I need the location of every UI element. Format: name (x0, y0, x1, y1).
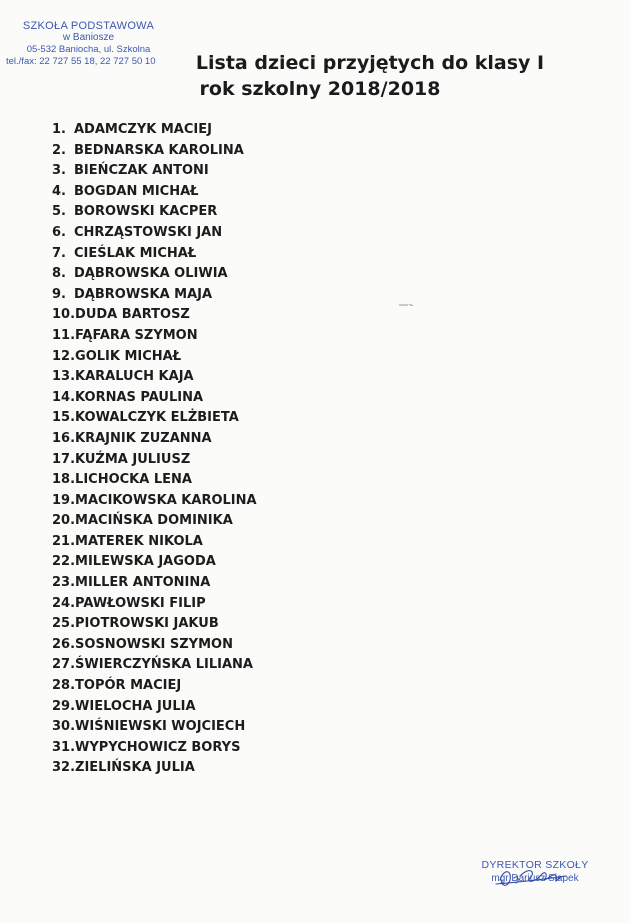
student-name: DĄBROWSKA OLIWIA (74, 266, 228, 282)
student-number: 7. (52, 245, 66, 261)
student-list-item (52, 552, 257, 573)
student-number: 29. (52, 698, 76, 714)
student-list-item (52, 758, 257, 779)
director-name: mgr Dariusz Słapek (491, 873, 579, 884)
student-list-item (52, 347, 257, 368)
student-list-item (52, 161, 257, 182)
student-name: CIEŚLAK MICHAŁ (74, 245, 197, 261)
paper-speck (398, 303, 414, 307)
student-name: WYPYCHOWICZ BORYS (75, 739, 241, 755)
student-number: 11. (52, 327, 76, 343)
student-list-item (52, 326, 257, 347)
student-name: PAWŁOWSKI FILIP (75, 595, 206, 611)
title-line-1: Lista dzieci przyjętych do klasy I (195, 52, 545, 74)
student-list-item (52, 120, 257, 141)
director-title: DYREKTOR SZKOŁY (481, 859, 589, 871)
student-name: MILLER ANTONINA (75, 575, 211, 591)
student-name: BIEŃCZAK ANTONI (74, 163, 209, 179)
student-number: 24. (52, 595, 76, 611)
student-number: 2. (52, 142, 66, 158)
student-list-item (52, 202, 257, 223)
student-number: 32. (52, 760, 76, 776)
student-list-item (52, 738, 257, 759)
student-number: 6. (52, 224, 66, 240)
director-signature (490, 858, 570, 898)
student-list-item (52, 532, 257, 553)
student-list-item (52, 511, 257, 532)
student-name: KORNAS PAULINA (75, 389, 204, 405)
stamp-location: w Baniosze (62, 32, 115, 43)
student-number: 25. (52, 616, 76, 632)
student-list-item (52, 429, 257, 450)
student-number: 17. (52, 451, 76, 467)
student-list (52, 120, 257, 779)
student-number: 8. (52, 266, 66, 282)
student-list-item (52, 450, 257, 471)
student-name: GOLIK MICHAŁ (75, 348, 182, 364)
student-list-item (52, 141, 257, 162)
stamp-phone: tel./fax: 22 727 55 18, 22 727 50 10 (6, 56, 156, 67)
student-name: BOGDAN MICHAŁ (74, 183, 199, 199)
student-list-item (52, 470, 257, 491)
student-name: WIŚNIEWSKI WOJCIECH (75, 719, 246, 735)
student-list-item (52, 717, 257, 738)
student-name: TOPÓR MACIEJ (75, 678, 182, 694)
student-number: 19. (52, 492, 76, 508)
student-number: 13. (52, 369, 76, 385)
student-number: 14. (52, 389, 76, 405)
student-list-item (52, 367, 257, 388)
student-name: LICHOCKA LENA (75, 472, 192, 488)
student-number: 23. (52, 575, 76, 591)
student-list-item (52, 244, 257, 265)
student-name: KARALUCH KAJA (75, 369, 194, 385)
stamp-address: 05-532 Baniocha, ul. Szkolna (26, 44, 151, 55)
student-list-item (52, 635, 257, 656)
student-name: KRAJNIK ZUZANNA (75, 430, 212, 446)
student-number: 20. (52, 513, 76, 529)
student-name: CHRZĄSTOWSKI JAN (74, 224, 223, 240)
student-number: 31. (52, 739, 76, 755)
student-name: BEDNARSKA KAROLINA (74, 142, 244, 158)
student-name: ADAMCZYK MACIEJ (74, 122, 212, 137)
stamp-school-name: SZKOŁA PODSTAWOWA (22, 20, 155, 32)
document-title (0, 50, 630, 102)
student-name: KUŹMA JULIUSZ (75, 451, 191, 467)
student-number: 9. (52, 286, 66, 302)
student-name: ZIELIŃSKA JULIA (75, 760, 195, 776)
student-list-item (52, 697, 257, 718)
student-number: 3. (52, 163, 66, 179)
student-name: ŚWIERCZYŃSKA LILIANA (75, 657, 253, 673)
student-number: 30. (52, 719, 76, 735)
student-name: DUDA BARTOSZ (75, 307, 190, 323)
student-number: 4. (52, 183, 66, 199)
student-list-item (52, 491, 257, 512)
student-name: PIOTROWSKI JAKUB (75, 616, 219, 632)
student-list-item (52, 573, 257, 594)
student-name: MACIKOWSKA KAROLINA (75, 492, 257, 508)
student-list-item (52, 285, 257, 306)
student-name: MILEWSKA JAGODA (75, 554, 216, 570)
student-number: 1. (52, 122, 66, 137)
student-number: 12. (52, 348, 76, 364)
student-list-item (52, 182, 257, 203)
student-name: KOWALCZYK ELŻBIETA (75, 410, 239, 426)
student-number: 5. (52, 204, 66, 220)
student-name: MACIŃSKA DOMINIKA (75, 513, 233, 529)
title-line-2: rok szkolny 2018/2018 (199, 78, 441, 100)
student-number: 28. (52, 678, 76, 694)
student-number: 15. (52, 410, 76, 426)
student-list-item (52, 676, 257, 697)
student-number: 27. (52, 657, 76, 673)
student-list-item (52, 594, 257, 615)
student-list-item (52, 408, 257, 429)
student-name: FĄFARA SZYMON (75, 327, 198, 343)
student-number: 10. (52, 307, 76, 323)
student-name: MATEREK NIKOLA (75, 533, 203, 549)
student-number: 22. (52, 554, 76, 570)
student-name: DĄBROWSKA MAJA (74, 286, 213, 302)
student-list-item (52, 614, 257, 635)
student-number: 18. (52, 472, 76, 488)
student-list-item (52, 223, 257, 244)
student-number: 26. (52, 636, 76, 652)
student-name: BOROWSKI KACPER (74, 204, 218, 220)
student-number: 21. (52, 533, 76, 549)
student-name: WIELOCHA JULIA (75, 698, 196, 714)
student-list-item (52, 264, 257, 285)
student-list-item (52, 305, 257, 326)
student-list-item (52, 388, 257, 409)
student-list-item (52, 655, 257, 676)
student-name: SOSNOWSKI SZYMON (75, 636, 233, 652)
student-number: 16. (52, 430, 76, 446)
